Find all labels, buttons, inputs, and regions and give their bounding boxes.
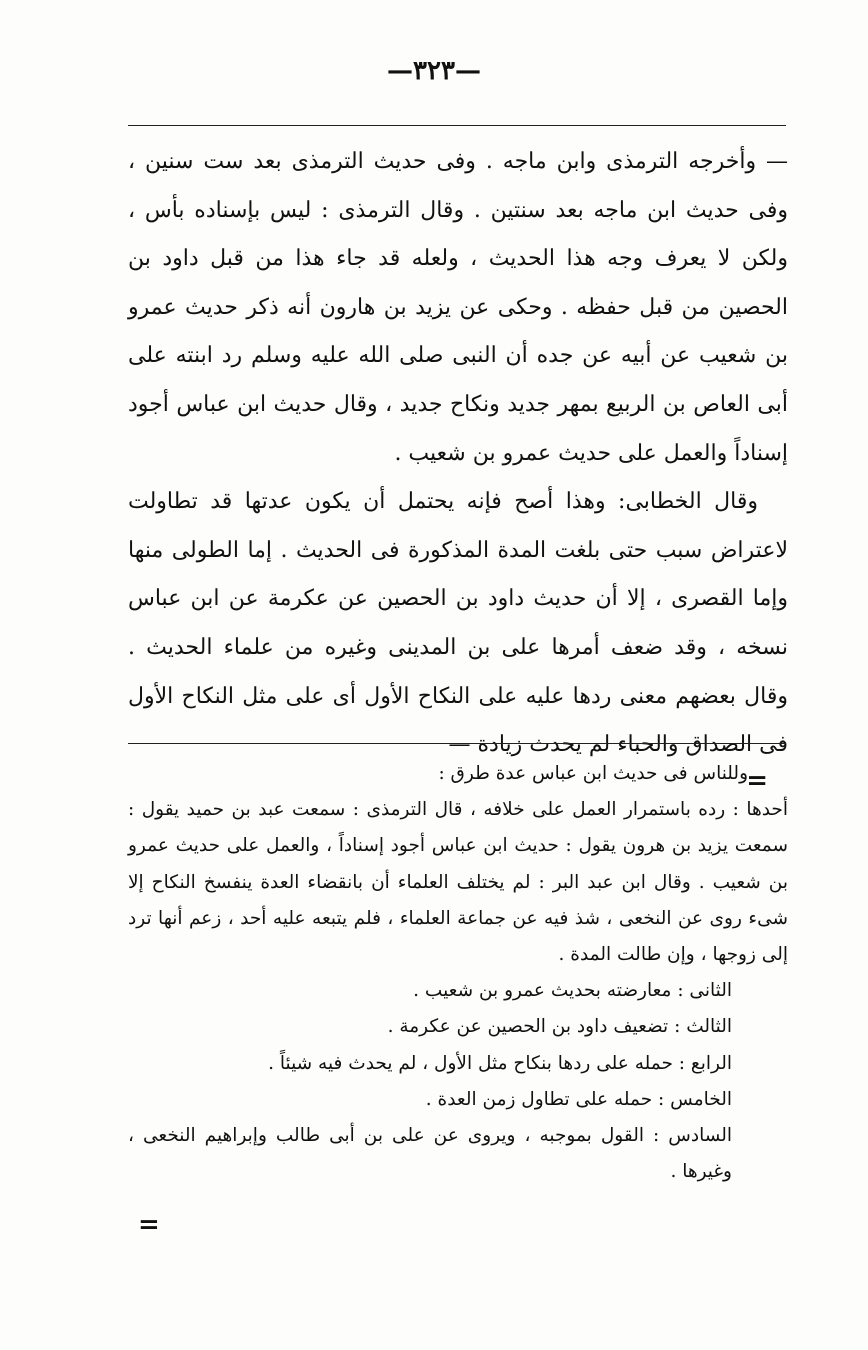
footnote-second-method: الثانى : معارضته بحديث عمرو بن شعيب . bbox=[413, 980, 732, 1002]
main-text-block bbox=[128, 138, 788, 770]
main-paragraph-1: — وأخرجه الترمذى وابن ماجه . وفى حديث الترمذى بعد ست سنين ، وفى حديث ابن ماجه بعد سنتين . وقال الترمذى : ليس بإسناده بأس ، ولكن لا يعرف وجه هذا الحديث ، ولعله قد جاء هذا من قبل داود بن الحصين من قبل حفظه . وحكى عن يزيد بن هارون أنه ذكر حديث عمرو بن شعيب عن أبيه عن جده أن النبى صلى الله عليه وسلم رد ابنته على أبى العاص بن الربيع بمهر جديد ونكاح جديد ، وقال حديث ابن عباس أجود إسناداً والعمل على حديث عمرو بن شعيب . bbox=[128, 149, 788, 466]
footnotes-block bbox=[128, 756, 788, 1190]
footnote-third-method: الثالث : تضعيف داود بن الحصين عن عكرمة . bbox=[387, 1016, 732, 1038]
page-number: —٣٢٣— bbox=[387, 56, 481, 86]
header-rule bbox=[128, 125, 786, 126]
main-paragraph-2: وقال الخطابى: وهذا أصح فإنه يحتمل أن يكون عدتها قد تطاولت لاعتراض سبب حتى بلغت المدة المذكورة فى الحديث . إما الطولى منها وإما القصرى ، إلا أن حديث داود بن الحصين عن عكرمة عن ابن عباس نسخه ، وقد ضعف أمرها على بن المدينى وغيره من علماء الحديث . وقال بعضهم معنى ردها عليه على النكاح الأول أى على مثل النكاح الأول فى الصداق والحباء لم يحدث زيادة — bbox=[128, 489, 788, 758]
footnote-start-mark: = bbox=[746, 766, 768, 796]
footnote-fourth-method: الرابع : حمله على ردها بنكاح مثل الأول ، لم يحدث فيه شيئاً . bbox=[268, 1052, 732, 1074]
footnote-intro: وللناس فى حديث ابن عباس عدة طرق : bbox=[438, 763, 748, 784]
footnote-first-method: أحدها : رده باستمرار العمل على خلافه ، قال الترمذى : سمعت عبد بن حميد يقول : سمعت يزيد بن هرون يقول : حديث ابن عباس أجود إسناداً ، والعمل على حديث عمرو بن شعيب . وقال ابن عبد البر : لم يختلف العلماء أن بانقضاء العدة ينفسخ النكاح إلا شىء روى عن النخعى ، شذ فيه عن جماعة العلماء ، فلم يتبعه عليه أحد ، زعم أنها ترد إلى زوجها ، وإن طالت المدة . bbox=[128, 799, 788, 966]
footnote-separator-rule bbox=[128, 743, 786, 744]
footnote-fifth-method: الخامس : حمله على تطاول زمن العدة . bbox=[425, 1088, 732, 1110]
footnote-end-mark: = bbox=[138, 1210, 160, 1240]
footnote-sixth-method: السادس : القول بموجبه ، ويروى عن على بن أبى طالب وإبراهيم النخعى ، وغيرها . bbox=[128, 1125, 732, 1183]
